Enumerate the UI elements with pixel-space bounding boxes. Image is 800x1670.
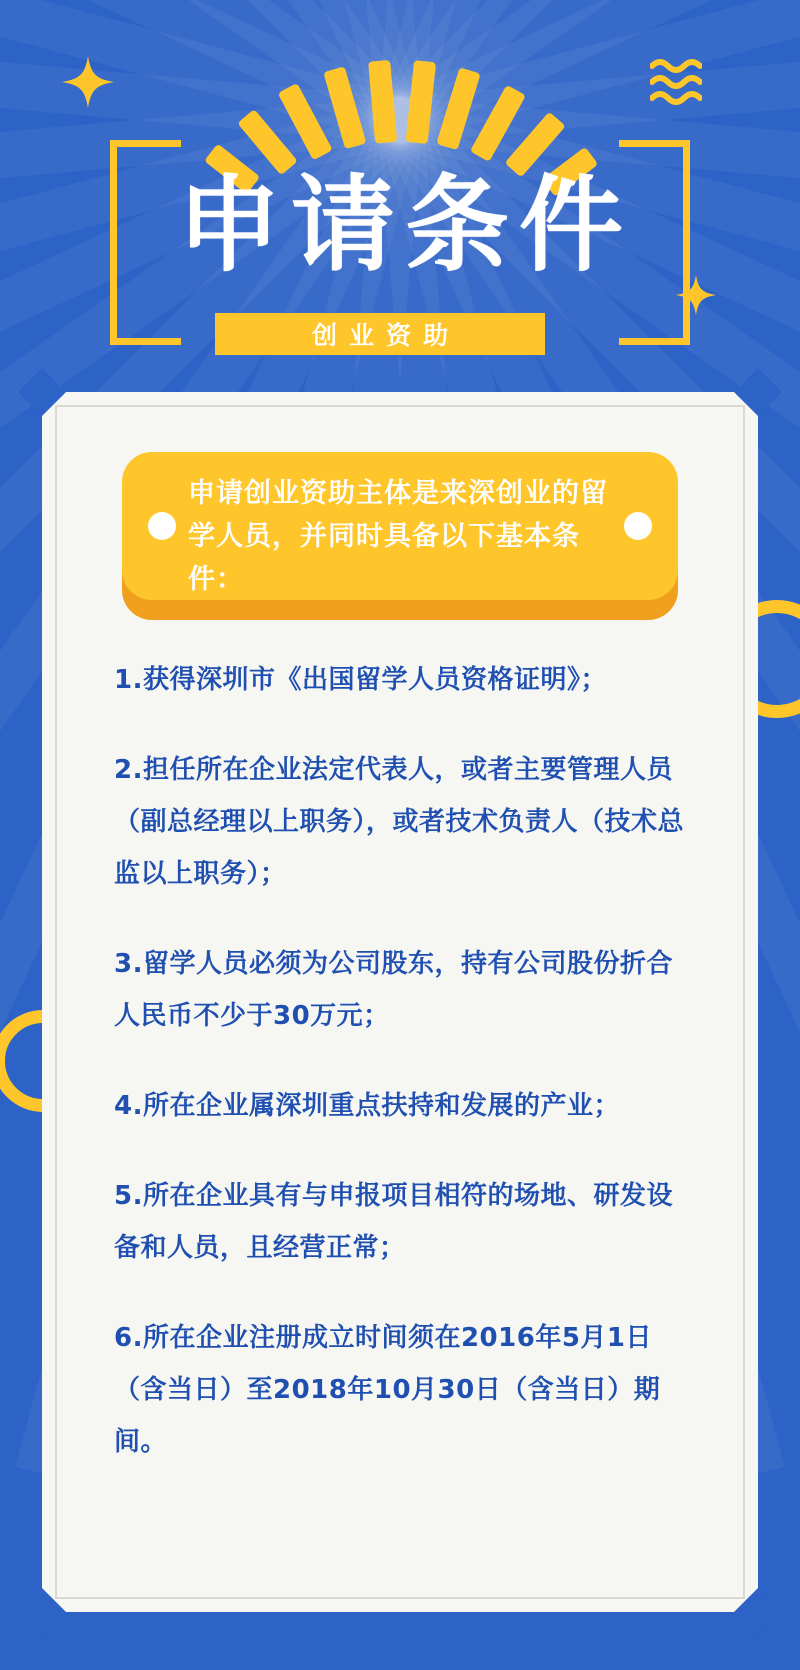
list-item: 4.所在企业属深圳重点扶持和发展的产业； <box>114 1091 620 1121</box>
sunburst-ray <box>323 66 366 149</box>
sunburst-ray <box>406 60 436 144</box>
content-card <box>42 392 758 1612</box>
banner-body <box>122 452 678 600</box>
list-item: 2.担任所在企业法定代表人，或者主要管理人员（副总经理以上职务），或者技术负责人（技术总监以上职务）； <box>114 755 685 889</box>
highlight-banner <box>122 452 678 620</box>
page-title: 申请条件 <box>176 164 633 286</box>
list-item: 3.留学人员必须为公司股东，持有公司股份折合人民币不少于30万元； <box>114 949 673 1031</box>
card-notch <box>18 1588 66 1636</box>
subtitle-text: 创业资助 <box>311 321 460 350</box>
subtitle-banner <box>215 313 545 355</box>
sunburst-ray <box>436 67 480 150</box>
list-item: 5.所在企业具有与申报项目相符的场地、研发设备和人员，且经营正常； <box>114 1181 673 1263</box>
poster-header <box>0 0 800 400</box>
list-item: 1.获得深圳市《出国留学人员资格证明》； <box>114 665 607 695</box>
sunburst-ray <box>368 60 397 144</box>
card-notch <box>734 1588 782 1636</box>
banner-text: 申请创业资助主体是来深创业的留学人员，并同时具备以下基本条件： <box>188 478 608 595</box>
banner-dot-left <box>148 512 176 540</box>
conditions-list <box>114 654 692 1468</box>
banner-dot-right <box>624 512 652 540</box>
list-item: 6.所在企业注册成立时间须在2016年5月1日（含当日）至2018年10月30日（含当日）期间。 <box>114 1323 661 1457</box>
